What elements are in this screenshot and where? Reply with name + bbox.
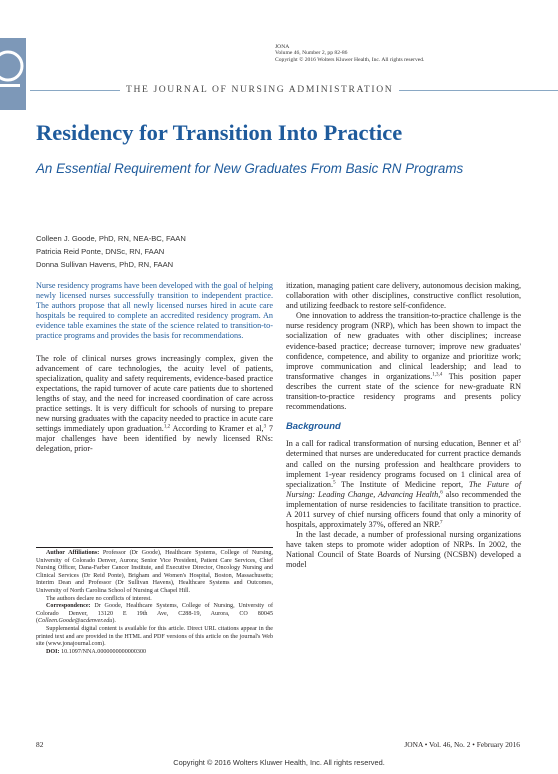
paragraph: itization, managing patient care delivery, autonomous decision making, collaboration with other disciplines, constructive conflict resolution, and utilizing feedback to restore self-confidence. <box>286 281 521 311</box>
article-subtitle: An Essential Requirement for New Graduates From Basic RN Programs <box>36 161 464 176</box>
article-title: Residency for Transition Into Practice <box>36 120 403 145</box>
volume-info: Volume 46, Number 2, pp 82-86 <box>275 50 348 57</box>
journal-abbrev: JONA <box>275 44 290 50</box>
author-affiliations: Author Affiliations: Professor (Dr Goode), Healthcare Systems, College of Nursing, University of Colorado Denver, Aurora; Senior Vice President, Patient Care Services, Chief Nursing Officer, Dana-Farber Cancer Institute, and Executive Director, Oncology Nursing and Clinical Services (Dr Reid Ponte), Brigham and Women's Hospital, Boston, Massachusetts; Interim Dean and Professor (Dr Sullivan Havens), Healthcare Systems and Outcomes, University of North Carolina School of Nursing at Chapel Hill. <box>36 550 273 594</box>
header-copyright: Copyright © 2016 Wolters Kluwer Health, Inc. All rights reserved. <box>275 56 425 63</box>
footnotes <box>36 550 273 656</box>
page-number: 82 <box>36 740 44 749</box>
header-meta <box>275 44 424 63</box>
footnote-rule <box>36 547 273 548</box>
correspondence: Correspondence: Dr Goode, Healthcare Systems, College of Nursing, University of Colorado Denver, 13120 E 19th Ave, C288-19, Aurora, CO 80045 (Colleen.Goode@ucdenver.edu). <box>36 603 273 625</box>
author: Patricia Reid Ponte, DNSc, RN, FAAN <box>36 247 165 256</box>
intro-paragraph: The role of clinical nurses grows increasingly complex, given the advancement of care technologies, the acuity level of patients, specialization, quality and safety requirements, evidence-based practice expectations, the rapid turnover of acute care patients due to shortened lengths of stay, and the need for increased coordination of care across practice settings. It is very difficult for schools of nursing to prepare new nursing graduates with the capacity needed to practice in acute care settings immediately upon graduation.$^{1,2}$ According to Kramer et al,$^3$ 7 major challenges have been identified by newly licensed RNs: delegation, prior- <box>36 353 273 454</box>
paragraph: In the last decade, a number of professional nursing organizations have taken steps to promote wider adoption of NRPs. In 2002, the National Council of State Boards of Nursing (NCSBN) developed a model <box>286 530 521 570</box>
author-list <box>36 232 186 271</box>
copyright-footer: Copyright © 2016 Wolters Kluwer Health, Inc. All rights reserved. <box>173 758 385 767</box>
right-column <box>286 281 521 571</box>
conflicts-statement: The authors declare no conflicts of interest. <box>46 595 152 602</box>
paragraph: One innovation to address the transition-to-practice challenge is the nurse residency program (NRP), which has been shown to impact the socialization of new graduates with other disciplines; increase evidence-based practice; decrease turnover; improve new graduates' confidence, competence, and ability to organize and prioritize work; improve communication and clinical leadership; and lead to transformative changes in organizations.$^{1,3,4}$ This position paper describes the current state of the science for new-graduate RN transition-to-practice residency programs and presents policy recommendations. <box>286 311 521 412</box>
author: Colleen J. Goode, PhD, RN, NEA-BC, FAAN <box>36 234 186 243</box>
journal-band <box>0 80 558 102</box>
doi: DOI: 10.1097/NNA.0000000000000300 <box>46 648 147 655</box>
paragraph: In a call for radical transformation of nursing education, Benner et $al^5$ determined that nurses are undereducated for current practice demands and called on the nursing profession and healthcare providers to implement 1-year residency programs focused on 1 clinical area of specialization.$^5$ The Institute of Medicine report, The Future of Nursing: Leading Change, Advancing Health,$^6$ also recommended the implementation of nurse residencies to facilitate transition to practice. A 2011 survey of chief nursing officers found that only a minority of hospitals, approximately 37%, offered an NRP.$^7$ <box>286 439 522 530</box>
journal-name: THE JOURNAL OF NURSING ADMINISTRATION <box>120 84 399 95</box>
page-citation: JONA • Vol. 46, No. 2 • February 2016 <box>404 740 520 749</box>
supplemental-note: Supplemental digital content is available for this article. Direct URL citations appear in the printed text and are provided in the HTML and PDF versions of this article on the journal's Web site (www.jonajournal.com). <box>36 625 273 648</box>
author: Donna Sullivan Havens, PhD, RN, FAAN <box>36 260 174 269</box>
email-link[interactable]: Colleen.Goode@ucdenver.edu <box>38 618 113 625</box>
section-heading: Background <box>286 420 341 432</box>
abstract: Nurse residency programs have been developed with the goal of helping newly licensed nurses successfully transition to independent practice. The authors propose that all newly licensed nurses hired in acute care hospitals be required to complete an accredited residency program. An evidence table examines the state of the science related to transition-to-practice programs and provides the basis for recommendations. <box>36 281 273 341</box>
left-column <box>36 281 273 455</box>
